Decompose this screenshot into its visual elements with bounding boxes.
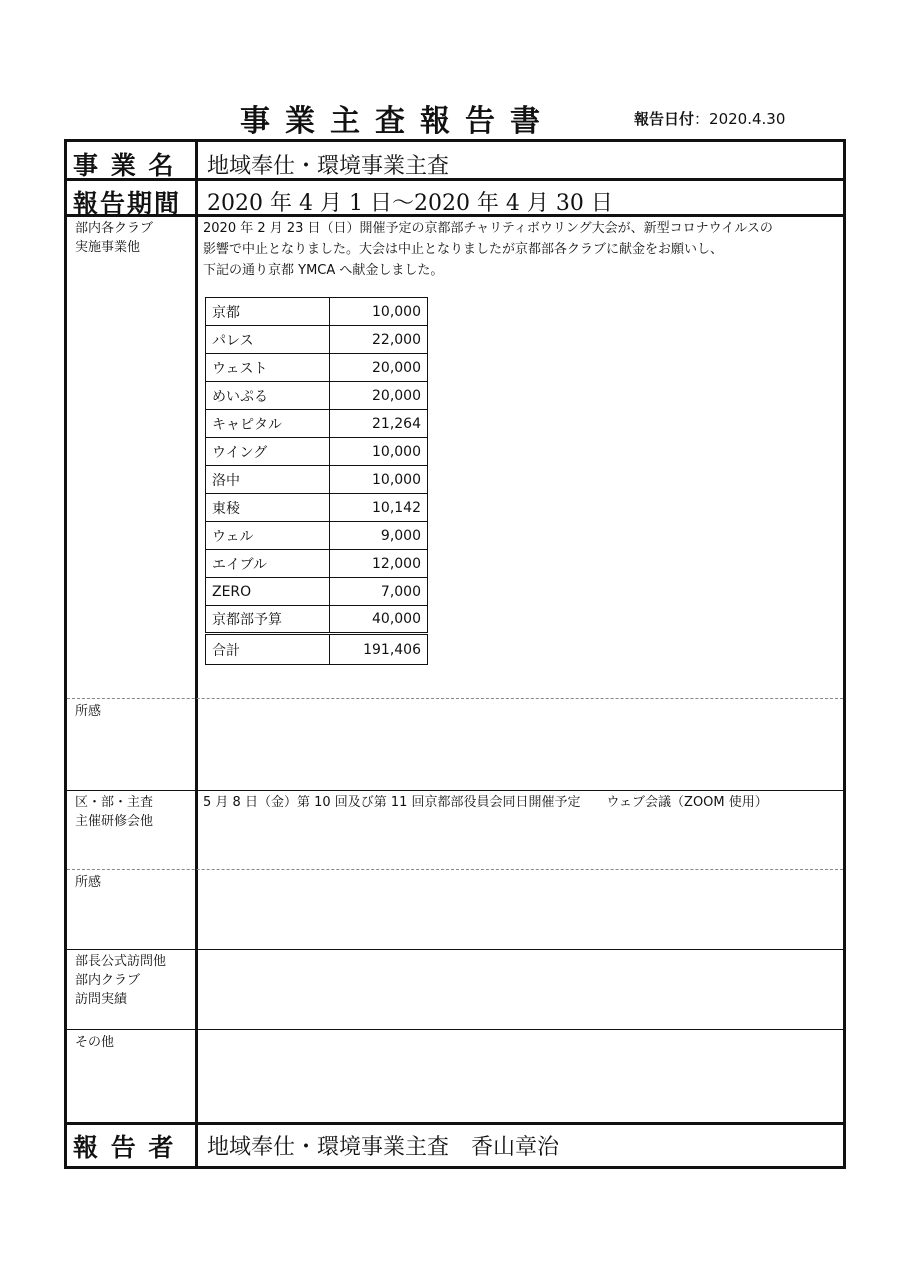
table-row: [206, 410, 428, 438]
donation-amount: 20,000: [330, 382, 428, 410]
section1-text: 2020 年 2 月 23 日（日）開催予定の京都部チャリティボウリング大会が、新型コロナウイルスの 影響で中止となりました。大会は中止となりましたが京都部各クラブに献金をお願いし、 下記の通り京都 YMCA へ献金しました。: [203, 221, 773, 278]
table-row: [206, 550, 428, 578]
divider: [67, 949, 843, 950]
donation-amount: 7,000: [330, 578, 428, 606]
club-name: 京都: [206, 298, 330, 326]
club-name: ウェル: [206, 522, 330, 550]
club-name: ウイング: [206, 438, 330, 466]
donation-amount: 21,264: [330, 410, 428, 438]
report-date-label: 報告日付: [634, 110, 695, 128]
donation-amount: 10,000: [330, 466, 428, 494]
donation-amount: 40,000: [330, 606, 428, 634]
total-label: 合計: [206, 634, 330, 665]
club-name: 東稜: [206, 494, 330, 522]
table-row: [206, 298, 428, 326]
document-title: 事業主査報告書: [240, 104, 555, 139]
project-label: 事 業 名: [73, 151, 176, 180]
donation-amount: 10,000: [330, 438, 428, 466]
period-label: 報告期間: [73, 189, 182, 218]
column-divider: [195, 142, 198, 1166]
impression1-label: 所感: [75, 704, 102, 719]
period-value: 2020 年 4 月 1 日～2020 年 4 月 30 日: [207, 191, 613, 216]
table-row: [206, 382, 428, 410]
donation-amount: 10,000: [330, 298, 428, 326]
impression2-label: 所感: [75, 875, 102, 890]
donation-amount: 9,000: [330, 522, 428, 550]
report-date: 報告日付：2020.4.30: [634, 110, 786, 128]
club-name: エイブル: [206, 550, 330, 578]
table-row: [206, 606, 428, 634]
donation-amount: 10,142: [330, 494, 428, 522]
divider: [67, 1122, 843, 1125]
section2-label: 区・部・主査 主催研修会他: [75, 795, 154, 829]
total-amount: 191,406: [330, 634, 428, 665]
dashed-divider: [67, 869, 843, 870]
club-name: ZERO: [206, 578, 330, 606]
donation-amount: 12,000: [330, 550, 428, 578]
club-name: パレス: [206, 326, 330, 354]
table-row: [206, 354, 428, 382]
donation-amount: 22,000: [330, 326, 428, 354]
report-form: [64, 139, 846, 1169]
club-name: キャピタル: [206, 410, 330, 438]
donation-amount: 20,000: [330, 354, 428, 382]
table-row: [206, 494, 428, 522]
reporter-label: 報 告 者: [73, 1133, 176, 1162]
section1-label: 部内各クラブ 実施事業他: [75, 221, 154, 255]
club-name: ウェスト: [206, 354, 330, 382]
total-row: [206, 634, 428, 665]
table-row: [206, 522, 428, 550]
section4-label: その他: [75, 1035, 115, 1050]
donation-table: [205, 297, 428, 665]
project-value: 地域奉仕・環境事業主査: [207, 154, 450, 179]
report-date-value: 2020.4.30: [709, 110, 786, 128]
club-name: 京都部予算: [206, 606, 330, 634]
dashed-divider: [67, 698, 843, 699]
section2-text: 5 月 8 日（金）第 10 回及び第 11 回京都部役員会同日開催予定 ウェブ会議（ZOOM 使用）: [203, 795, 768, 810]
club-name: 洛中: [206, 466, 330, 494]
reporter-value: 地域奉仕・環境事業主査 香山章治: [207, 1135, 560, 1160]
divider: [67, 214, 843, 217]
club-name: めいぷる: [206, 382, 330, 410]
table-row: [206, 326, 428, 354]
divider: [67, 790, 843, 791]
section3-label: 部長公式訪問他 部内クラブ 訪問実績: [75, 954, 167, 1007]
table-row: [206, 466, 428, 494]
table-row: [206, 578, 428, 606]
table-row: [206, 438, 428, 466]
divider: [67, 1029, 843, 1030]
divider: [67, 178, 843, 181]
